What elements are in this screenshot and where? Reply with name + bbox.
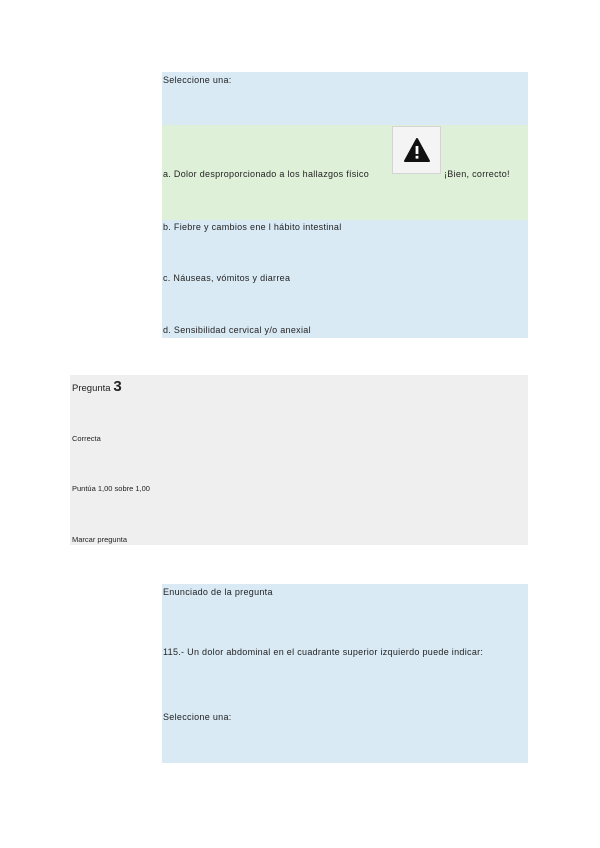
option-c[interactable]: c. Náuseas, vómitos y diarrea	[163, 273, 291, 283]
flag-question-link[interactable]: Marcar pregunta	[72, 535, 128, 544]
question-prompt: Seleccione una:	[163, 712, 232, 722]
question-number: 3	[113, 378, 122, 395]
option-d[interactable]: d. Sensibilidad cervical y/o anexial	[163, 325, 311, 335]
question-label	[72, 378, 122, 395]
question-status: Correcta	[72, 434, 101, 443]
question-score: Puntúa 1,00 sobre 1,00	[72, 484, 150, 493]
warning-triangle-icon	[392, 126, 441, 174]
question-text: 115.- Un dolor abdominal en el cuadrante superior izquierdo puede indicar:	[163, 647, 484, 657]
answer-prompt: Seleccione una:	[163, 75, 232, 85]
option-a[interactable]: a. Dolor desproporcionado a los hallazgos físico	[163, 169, 370, 179]
question-info-block	[70, 375, 528, 545]
question-label-text: Pregunta	[72, 383, 111, 394]
question-statement-block	[162, 584, 528, 763]
option-a-feedback: ¡Bien, correcto!	[444, 169, 510, 179]
option-b[interactable]: b. Fiebre y cambios ene l hábito intestinal	[163, 222, 342, 232]
question-heading: Enunciado de la pregunta	[163, 587, 273, 597]
